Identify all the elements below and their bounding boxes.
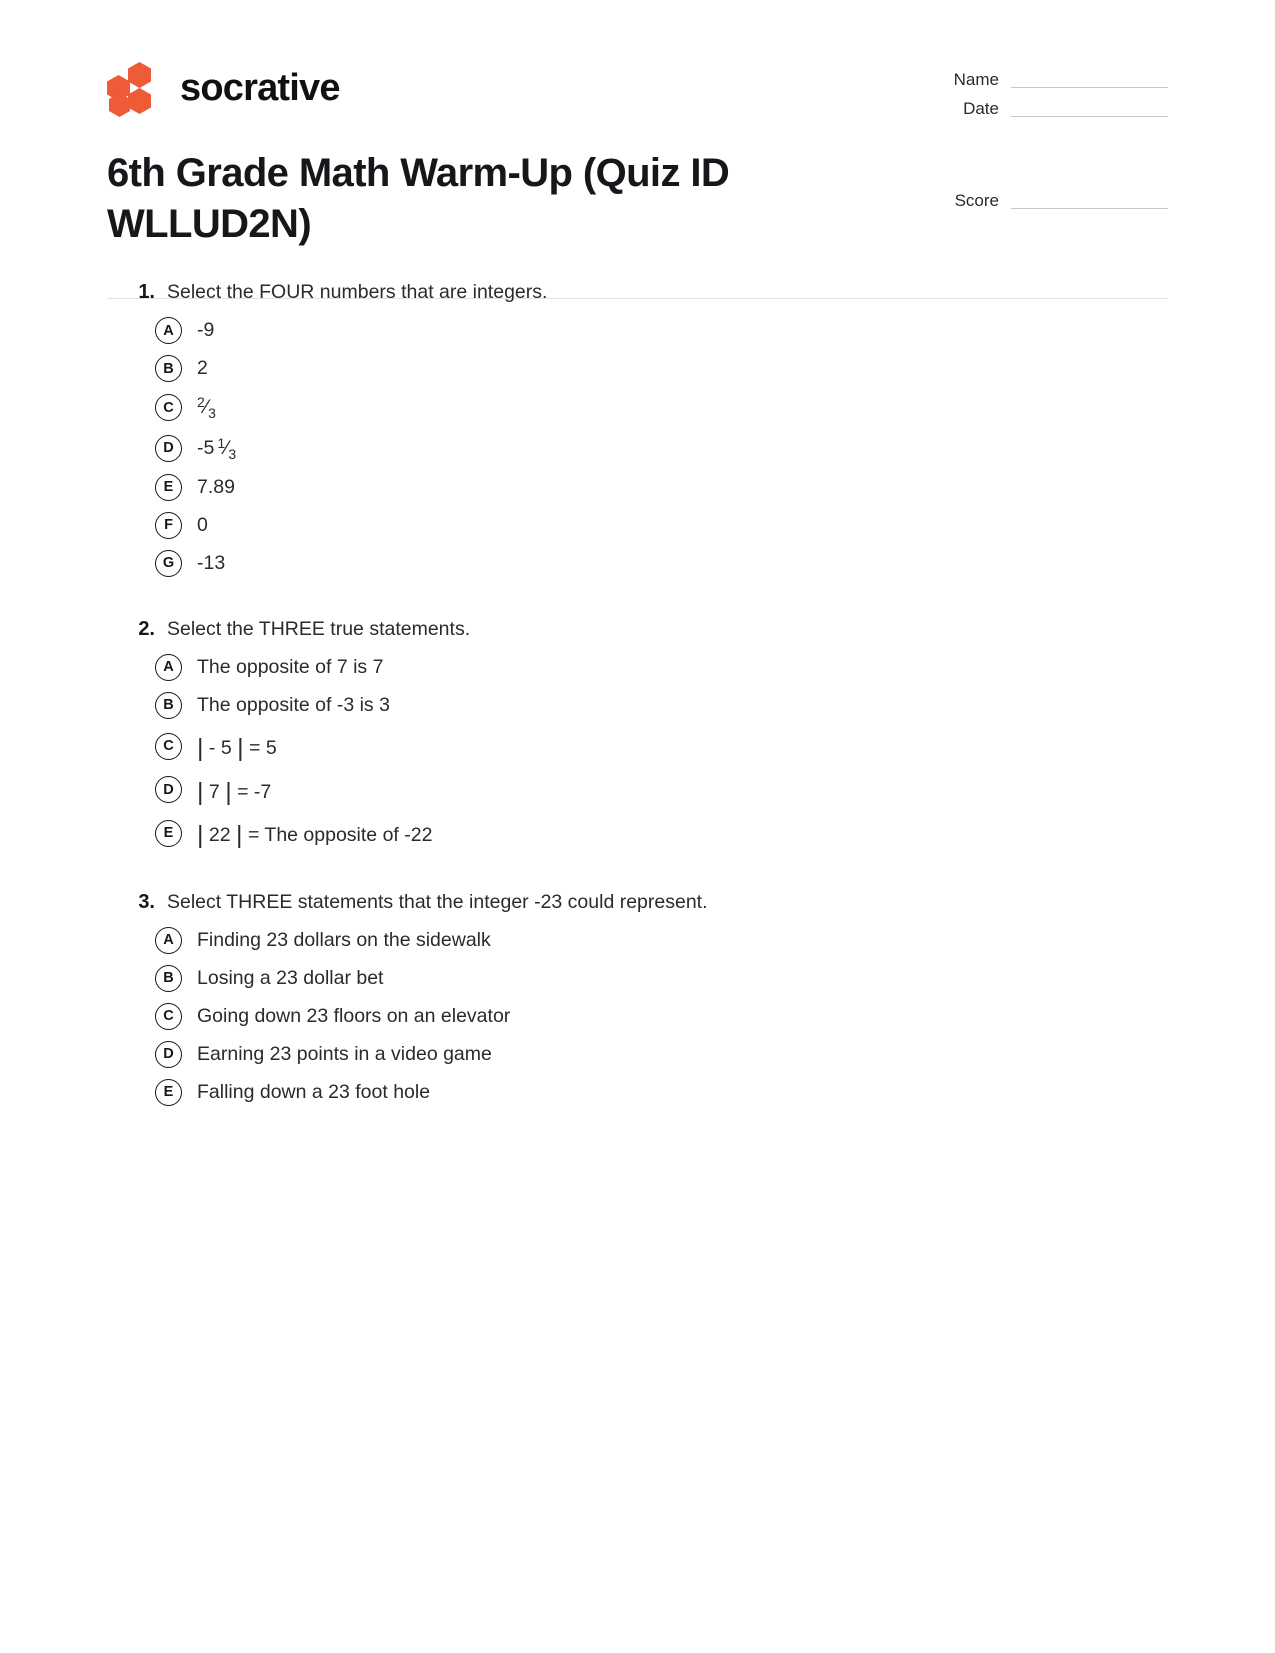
answer-choice[interactable] — [107, 817, 1168, 850]
choice-bubble[interactable]: E — [155, 1079, 182, 1106]
answer-choice[interactable] — [107, 550, 1168, 577]
choice-bubble[interactable]: C — [155, 733, 182, 760]
answer-choice[interactable] — [107, 692, 1168, 719]
choice-label: -13 — [197, 551, 226, 574]
page-title: 6th Grade Math Warm-Up (Quiz ID WLLUD2N) — [107, 151, 730, 247]
question-header — [107, 890, 1168, 915]
answer-choice[interactable] — [107, 654, 1168, 681]
name-field-input[interactable] — [1011, 68, 1168, 88]
choice-bubble[interactable]: A — [155, 654, 182, 681]
choice-label: -9 — [197, 319, 215, 342]
choice-label: The opposite of 7 is 7 — [197, 655, 384, 678]
date-field-label: Date — [963, 99, 999, 118]
choice-bubble[interactable]: E — [155, 820, 182, 847]
question-header — [107, 280, 1168, 305]
answer-choice[interactable] — [107, 393, 1168, 422]
answer-choice[interactable] — [107, 1079, 1168, 1106]
questions-list — [107, 240, 1168, 1106]
score-field-label: Score — [954, 191, 999, 210]
choice-label: $^2⁄_3$ — [197, 394, 216, 422]
choice-label: Falling down a 23 foot hole — [197, 1080, 431, 1103]
choice-bubble[interactable]: E — [155, 474, 182, 501]
question-prompt: Select the THREE true statements. — [167, 617, 471, 640]
choice-bubble[interactable]: B — [155, 692, 182, 719]
choice-bubble[interactable]: A — [155, 317, 182, 344]
date-field-row — [933, 97, 1168, 117]
answer-choice[interactable] — [107, 927, 1168, 954]
score-field-input[interactable] — [1011, 189, 1168, 209]
answer-choice[interactable] — [107, 434, 1168, 463]
answer-choice[interactable] — [107, 774, 1168, 807]
question-header — [107, 617, 1168, 642]
logo-hexagon-icon — [128, 88, 151, 114]
question-block — [107, 890, 1168, 1106]
choice-label: 0 — [197, 513, 208, 536]
question-number: 2. — [138, 617, 155, 640]
question-number: 1. — [138, 281, 155, 303]
question-block — [107, 280, 1168, 577]
answer-choice[interactable] — [107, 730, 1168, 763]
choice-label: | 22 | = The opposite of -22 — [197, 821, 433, 850]
choice-label: Going down 23 floors on an elevator — [197, 1004, 511, 1027]
choice-label: Finding 23 dollars on the sidewalk — [197, 928, 491, 951]
answer-choice[interactable] — [107, 512, 1168, 539]
question-prompt: Select the FOUR numbers that are integers. — [167, 281, 548, 303]
choice-bubble[interactable]: A — [155, 927, 182, 954]
name-field-label: Name — [953, 70, 999, 89]
choice-bubble[interactable]: D — [155, 435, 182, 462]
socrative-hexagon-logo-icon — [107, 62, 163, 114]
date-field-input[interactable] — [1011, 97, 1168, 117]
socrative-logo — [107, 62, 340, 114]
answer-choice[interactable] — [107, 965, 1168, 992]
answer-choice[interactable] — [107, 317, 1168, 344]
answer-choice[interactable] — [107, 474, 1168, 501]
choice-label: Losing a 23 dollar bet — [197, 966, 384, 989]
choice-bubble[interactable]: B — [155, 965, 182, 992]
choice-label: | - 5 | = 5 — [197, 734, 277, 763]
score-field-row — [933, 189, 1168, 209]
logo-hexagon-icon — [128, 62, 151, 88]
question-number: 3. — [138, 890, 155, 913]
answer-choice[interactable] — [107, 1003, 1168, 1030]
choice-label: 2 — [197, 357, 208, 380]
choice-label: | 7 | = -7 — [197, 777, 272, 806]
page-header — [107, 0, 1168, 247]
choice-bubble[interactable]: D — [155, 776, 182, 803]
name-field-row — [933, 68, 1168, 88]
brand-name: socrative — [180, 67, 340, 109]
choice-bubble[interactable]: F — [155, 512, 182, 539]
choice-label: -5 $^1⁄_3$ — [197, 434, 237, 462]
question-block — [107, 617, 1168, 850]
choice-label: Earning 23 points in a video game — [197, 1042, 492, 1065]
student-info-fields — [933, 68, 1168, 218]
choice-label: 7.89 — [197, 475, 235, 498]
answer-choice[interactable] — [107, 355, 1168, 382]
answer-choice[interactable] — [107, 1041, 1168, 1068]
choice-bubble[interactable]: C — [155, 1003, 182, 1030]
choice-label: The opposite of -3 is 3 — [197, 693, 390, 716]
question-prompt: Select THREE statements that the integer -23 could represent. — [167, 890, 708, 913]
choice-bubble[interactable]: G — [155, 550, 182, 577]
choice-bubble[interactable]: B — [155, 355, 182, 382]
choice-bubble[interactable]: C — [155, 394, 182, 421]
choice-bubble[interactable]: D — [155, 1041, 182, 1068]
